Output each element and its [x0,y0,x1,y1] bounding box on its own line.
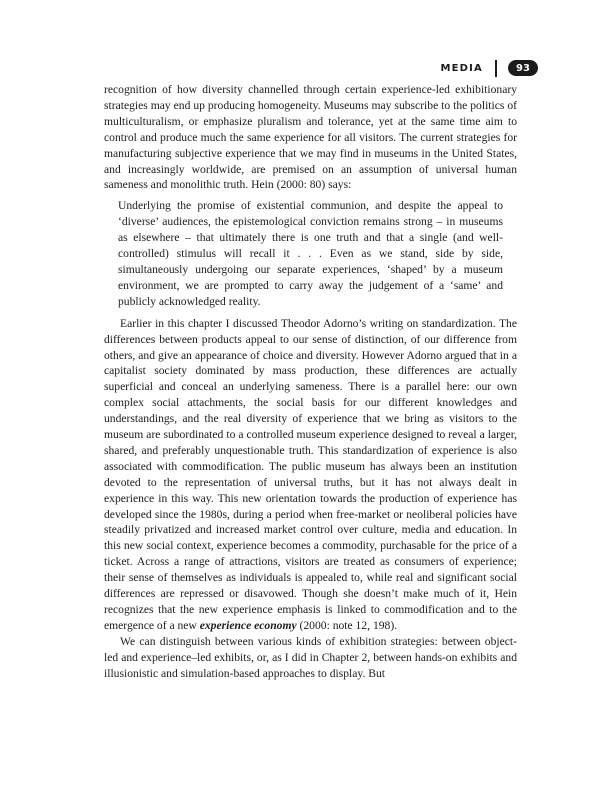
paragraph-2-text: Earlier in this chapter I discussed Theodor Adorno’s writing on standardization. The differences between products appeal to our sense of distinction, of our difference from others, and give an appearance of choice and diversity. However Adorno argued that in a capitalist society dominated by mass production, these differences are actually superficial and conceal an underlying sameness. There is a parallel here: our own complex social attachments, the social basis for our different knowledges and understandings, and the real diversity of experience that we bring as visitors to the museum are subordinated to a controlled museum experience designed to reveal a larger, shared, and preferably unquestionable truth. This standardization of experience is also associated with commodification. The public museum has always been an institution devoted to the representation of universal truths, but it has not always dealt in experience in this way. This new orientation towards the production of experience has developed since the 1980s, during a period when free-market or neoliberal policies have steadily privatized and increased market control over culture, media and education. In this new social context, experience becomes a commodity, purchasable for the price of a ticket. Across a range of attractions, visitors are treated as consumers of experience; their sense of themselves as individuals is appealed to, while real and significant social differences are repressed or disavowed. Though she doesn’t make much of it, Hein recognizes that the new experience emphasis is linked to commodification and to the emergence of a new [104,316,517,632]
header-divider [495,60,497,77]
body-text [104,82,517,682]
section-title: MEDIA [440,62,483,74]
emphasis-term: experience economy [199,618,297,632]
block-quote: Underlying the promise of existential communion, and despite the appeal to ‘diverse’ audiences, the epistemological conviction remains strong – in museums as elsewhere – that ultimately there is one truth and that a single (and well-controlled) stimulus will recall it . . . Even as we stand, side by side, simultaneously undergoing our separate experiences, ‘shaped’ by a museum environment, we are prompted to carry away the judgement of a ‘same’ and publicly acknowledged reality. [118,199,503,308]
paragraph-3: We can distinguish between various kinds of exhibition strategies: between object-led and experience–led exhibits, or, as I did in Chapter 2, between hands-on exhibits and illusionistic and simulation-based approaches to display. But [104,634,517,680]
paragraph-2-citation: (2000: note 12, 198). [296,618,398,632]
paragraph-2 [104,316,517,634]
running-head [440,58,538,78]
page-number-badge: 93 [508,60,538,76]
paragraph-1: recognition of how diversity channelled through certain experience-led exhibitionary strategies may end up producing homogeneity. Museums may subscribe to the politics of multiculturalism, or emphasize pluralism and tolerance, yet at the same time aim to control and produce much the same experience for all visitors. The current strategies for manufacturing subjective experience that we may find in museums in the United States, and increasingly worldwide, are premised on an assumption of universal human sameness and monolithic truth. Hein (2000: 80) says: [104,83,517,192]
